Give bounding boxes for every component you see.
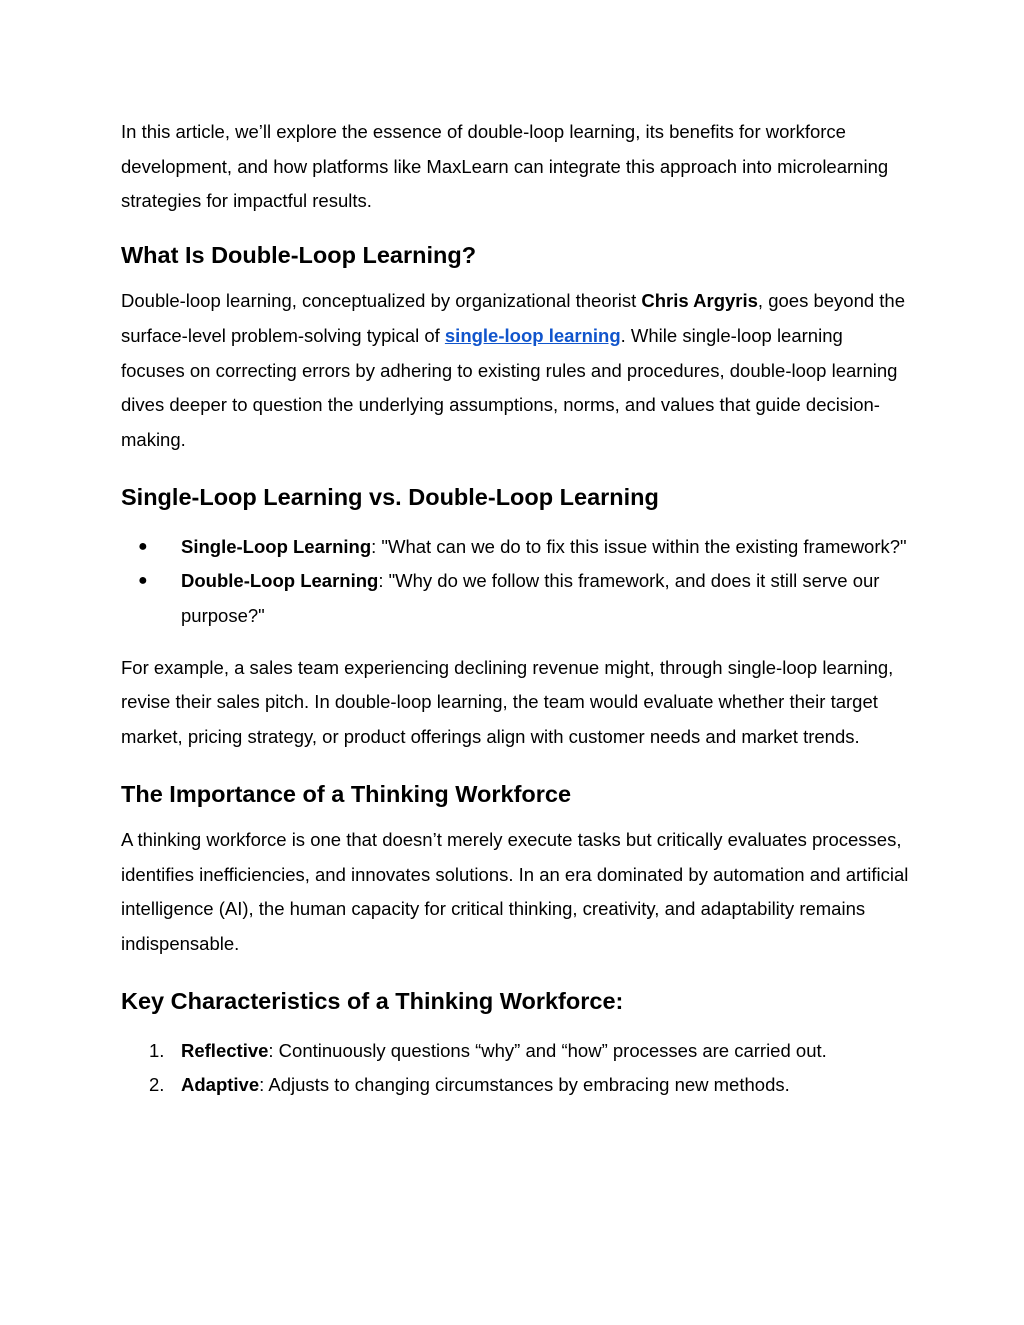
definition-text-start: Double-loop learning, conceptualized by organizational theorist (121, 290, 642, 312)
list-item-term: Single-Loop Learning (181, 535, 372, 557)
document-page (121, 115, 911, 1103)
list-number: 1. (149, 1039, 165, 1061)
definition-text-mid: , goes beyond the surface-level problem-solving typical of (121, 290, 906, 346)
characteristics-list (121, 1034, 911, 1103)
bullet-icon: ● (138, 537, 148, 555)
list-item-text: : "What can we do to fix this issue within the existing framework?" (371, 535, 907, 557)
intro-paragraph: In this article, we’ll explore the essence of double-loop learning, its benefits for workforce development, and how platforms like MaxLearn can integrate this approach into microlearning strategies for impactful results. (121, 121, 889, 212)
list-item (121, 1034, 911, 1069)
list-item (121, 1068, 911, 1103)
single-loop-learning-link[interactable]: single-loop learning (444, 324, 621, 346)
list-item-text: : "Why do we follow this framework, and does it still serve our purpose?" (181, 570, 880, 627)
author-name: Chris Argyris (641, 290, 758, 312)
comparison-list (121, 530, 911, 634)
list-number: 2. (149, 1074, 165, 1096)
list-item-text: : Adjusts to changing circumstances by embracing new methods. (259, 1074, 790, 1096)
bullet-icon: ● (138, 572, 148, 590)
example-paragraph: For example, a sales team experiencing declining revenue might, through single-loop learning, revise their sales pitch. In double-loop learning, the team would evaluate whether their target market, pricing strategy, or product offerings align with customer needs and market trends. (121, 656, 894, 748)
list-item (121, 564, 911, 633)
list-item (121, 530, 911, 565)
importance-paragraph: A thinking workforce is one that doesn’t merely execute tasks but critically evaluates processes, identifies inefficiencies, and innovates solutions. In an era dominated by automation and artificial intelligence (AI), the human capacity for critical thinking, creativity, and adaptability remains indispensable. (121, 828, 909, 954)
list-item-term: Double-Loop Learning (181, 570, 379, 592)
definition-text-end: . While single-loop learning focuses on correcting errors by adhering to existing rules and procedures, double-loop learning dives deeper to question the underlying assumptions, norms, and values that guide decision-making. (121, 324, 898, 450)
paragraph-definition (121, 284, 911, 458)
list-item-term: Reflective (181, 1039, 269, 1061)
list-item-text: : Continuously questions “why” and “how” processes are carried out. (268, 1039, 827, 1061)
heading-what-is-double-loop: What Is Double-Loop Learning? (121, 242, 477, 269)
heading-key-characteristics: Key Characteristics of a Thinking Workforce: (121, 987, 624, 1014)
list-item-term: Adaptive (181, 1074, 260, 1096)
heading-single-vs-double: Single-Loop Learning vs. Double-Loop Learning (121, 483, 659, 510)
heading-importance: The Importance of a Thinking Workforce (121, 780, 572, 807)
